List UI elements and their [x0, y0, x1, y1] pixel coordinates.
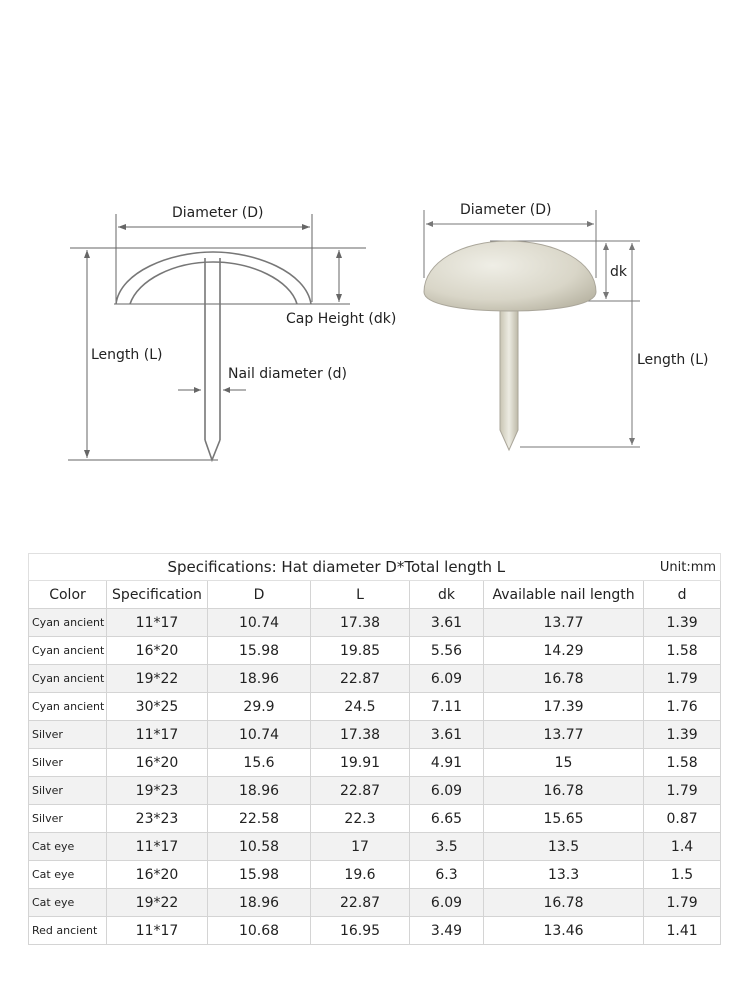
unit-label: Unit:mm: [644, 554, 721, 581]
table-cell: 22.58: [208, 805, 311, 833]
table-cell: 17.39: [484, 693, 644, 721]
table-row: [29, 861, 721, 889]
left-nail-drawing: [68, 205, 396, 460]
table-cell: 1.39: [644, 721, 721, 749]
table-cell: Silver: [29, 777, 107, 805]
table-row: [29, 721, 721, 749]
table-cell: 13.77: [484, 721, 644, 749]
table-cell: 1.79: [644, 889, 721, 917]
table-cell: 14.29: [484, 637, 644, 665]
table-cell: 6.3: [410, 861, 484, 889]
table-cell: 23*23: [107, 805, 208, 833]
table-cell: Cat eye: [29, 861, 107, 889]
table-cell: 18.96: [208, 665, 311, 693]
table-cell: Silver: [29, 721, 107, 749]
table-cell: 10.74: [208, 721, 311, 749]
right-length-label: Length (L): [637, 352, 709, 368]
table-row: [29, 833, 721, 861]
right-diameter-label: Diameter (D): [460, 202, 552, 218]
nail-diameter-label: Nail diameter (d): [228, 366, 348, 382]
table-cell: 16.95: [311, 917, 410, 945]
table-cell: 3.5: [410, 833, 484, 861]
table-cell: 13.3: [484, 861, 644, 889]
table-cell: 0.87: [644, 805, 721, 833]
table-cell: 7.11: [410, 693, 484, 721]
table-cell: 11*17: [107, 609, 208, 637]
table-row: [29, 665, 721, 693]
table-cell: Cyan ancient: [29, 609, 107, 637]
table-header-row: [29, 581, 721, 609]
table-cell: 19*22: [107, 665, 208, 693]
table-cell: 1.79: [644, 665, 721, 693]
table-cell: 13.46: [484, 917, 644, 945]
column-header: L: [311, 581, 410, 609]
table-cell: 18.96: [208, 777, 311, 805]
table-cell: 6.65: [410, 805, 484, 833]
table-row: [29, 805, 721, 833]
left-length-label: Length (L): [91, 347, 163, 363]
nail-cap: [424, 241, 596, 311]
table-cell: 19.6: [311, 861, 410, 889]
nail-shank: [500, 300, 518, 450]
column-header: d: [644, 581, 721, 609]
table-cell: 1.41: [644, 917, 721, 945]
table-cell: 6.09: [410, 777, 484, 805]
table-cell: 1.76: [644, 693, 721, 721]
column-header: Specification: [107, 581, 208, 609]
table-cell: 10.58: [208, 833, 311, 861]
table-row: [29, 637, 721, 665]
column-header: Color: [29, 581, 107, 609]
specifications-table: [28, 553, 721, 945]
table-cell: 1.4: [644, 833, 721, 861]
left-arrowheads: [84, 224, 342, 458]
table-cell: 19.91: [311, 749, 410, 777]
table-cell: 16.78: [484, 777, 644, 805]
table-cell: Cat eye: [29, 889, 107, 917]
table-cell: 15.98: [208, 861, 311, 889]
table-cell: 3.61: [410, 721, 484, 749]
table-cell: 4.91: [410, 749, 484, 777]
table-cell: 15.98: [208, 637, 311, 665]
left-dimension-lines: [68, 214, 366, 460]
table-cell: Cyan ancient: [29, 637, 107, 665]
table-cell: 18.96: [208, 889, 311, 917]
table-row: [29, 889, 721, 917]
table-cell: Silver: [29, 749, 107, 777]
column-header: Available nail length: [484, 581, 644, 609]
table-cell: 16*20: [107, 637, 208, 665]
table-row: [29, 693, 721, 721]
table-cell: 19*23: [107, 777, 208, 805]
table-cell: 1.39: [644, 609, 721, 637]
table-body: [29, 609, 721, 945]
left-diameter-label: Diameter (D): [172, 205, 264, 221]
table-cell: 22.87: [311, 889, 410, 917]
table-cell: 13.5: [484, 833, 644, 861]
table-row: [29, 777, 721, 805]
table-cell: 16*20: [107, 861, 208, 889]
table-cell: 16*20: [107, 749, 208, 777]
table-cell: Cyan ancient: [29, 665, 107, 693]
table-title-row: [29, 554, 721, 581]
table-row: [29, 749, 721, 777]
table-cell: 11*17: [107, 833, 208, 861]
table-caption: Specifications: Hat diameter D*Total length L: [29, 554, 644, 581]
table-cell: 11*17: [107, 917, 208, 945]
cap-height-label: Cap Height (dk): [286, 311, 397, 327]
dk-label: dk: [610, 264, 627, 280]
table-cell: 22.3: [311, 805, 410, 833]
table-cell: 3.49: [410, 917, 484, 945]
table-cell: 24.5: [311, 693, 410, 721]
table-cell: 5.56: [410, 637, 484, 665]
table-cell: 19*22: [107, 889, 208, 917]
table-cell: 6.09: [410, 665, 484, 693]
table-row: [29, 609, 721, 637]
table-cell: 15.65: [484, 805, 644, 833]
table-cell: 1.58: [644, 637, 721, 665]
table-cell: Cat eye: [29, 833, 107, 861]
table-cell: 13.77: [484, 609, 644, 637]
table-cell: 16.78: [484, 665, 644, 693]
table-cell: Silver: [29, 805, 107, 833]
table-cell: 15.6: [208, 749, 311, 777]
table-cell: Cyan ancient: [29, 693, 107, 721]
table-cell: 1.5: [644, 861, 721, 889]
table-cell: 29.9: [208, 693, 311, 721]
right-nail-illustration: [424, 202, 708, 450]
table-cell: 22.87: [311, 665, 410, 693]
table-cell: 17: [311, 833, 410, 861]
table-cell: 30*25: [107, 693, 208, 721]
table-cell: 1.58: [644, 749, 721, 777]
table-cell: 11*17: [107, 721, 208, 749]
table-cell: 22.87: [311, 777, 410, 805]
table-cell: 17.38: [311, 721, 410, 749]
table-cell: 16.78: [484, 889, 644, 917]
table-cell: 6.09: [410, 889, 484, 917]
table-cell: 15: [484, 749, 644, 777]
table-cell: 10.68: [208, 917, 311, 945]
column-header: D: [208, 581, 311, 609]
table-cell: 10.74: [208, 609, 311, 637]
table-cell: 19.85: [311, 637, 410, 665]
table-cell: 17.38: [311, 609, 410, 637]
table-cell: 3.61: [410, 609, 484, 637]
table-cell: 1.79: [644, 777, 721, 805]
column-header: dk: [410, 581, 484, 609]
table-row: [29, 917, 721, 945]
table-cell: Red ancient: [29, 917, 107, 945]
